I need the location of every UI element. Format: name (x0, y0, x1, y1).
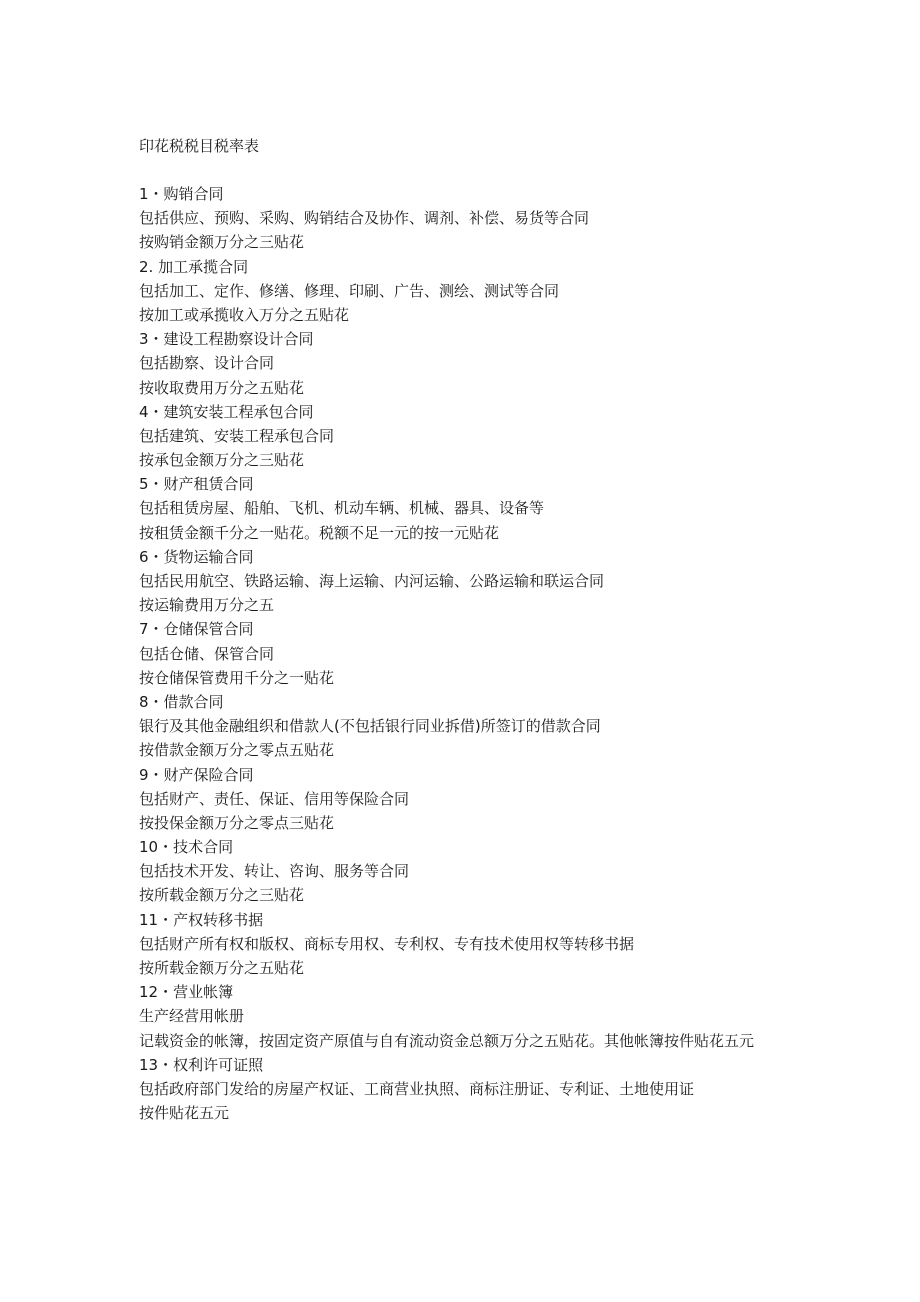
tax-item-rate: 按所载金额万分之三贴花 (139, 886, 305, 905)
tax-item (139, 617, 859, 690)
tax-item-heading: 9・财产保险合同 (139, 765, 254, 784)
tax-item (139, 763, 859, 836)
tax-item-heading: 5・财产租赁合同 (139, 475, 254, 494)
tax-item-heading: 4・建筑安装工程承包合同 (139, 402, 314, 421)
tax-item (139, 182, 859, 255)
tax-item-list (139, 182, 859, 1125)
tax-item-rate: 按仓储保管费用千分之一贴花 (139, 668, 335, 687)
tax-item-heading: 10・技术合同 (139, 838, 234, 857)
tax-item-heading: 8・借款合同 (139, 692, 224, 711)
tax-item-scope: 包括民用航空、铁路运输、海上运输、内河运输、公路运输和联运合同 (139, 572, 605, 590)
tax-item-heading: 1・购销合同 (139, 185, 224, 203)
tax-item (139, 400, 859, 473)
tax-item (139, 327, 859, 400)
tax-item-rate: 记载资金的帐簿，按固定资产原值与自有流动资金总额万分之五贴花。其他帐簿按件贴花五元 (139, 1031, 755, 1050)
tax-item-scope: 包括加工、定作、修缮、修理、印刷、广告、测绘、测试等合同 (139, 281, 560, 300)
tax-item-heading: 6・货物运输合同 (139, 547, 254, 566)
tax-item (139, 690, 859, 763)
tax-item-rate: 按收取费用万分之五贴花 (139, 378, 305, 397)
tax-item-heading: 7・仓储保管合同 (139, 620, 254, 639)
tax-item (139, 255, 859, 328)
tax-item-scope: 包括技术开发、转让、咨询、服务等合同 (139, 862, 410, 881)
tax-item-rate: 按租赁金额千分之一贴花。税额不足一元的按一元贴花 (139, 523, 500, 542)
tax-item-rate: 按借款金额万分之零点五贴花 (139, 741, 335, 760)
tax-item (139, 908, 859, 981)
tax-item-scope: 包括政府部门发给的房屋产权证、工商营业执照、商标注册证、专利证、土地使用证 (139, 1079, 695, 1098)
tax-item-scope: 银行及其他金融组织和借款人(不包括银行同业拆借)所签订的借款合同 (139, 717, 601, 736)
tax-item-rate: 按投保金额万分之零点三贴花 (139, 813, 335, 832)
document-title: 印花税税目税率表 (139, 137, 260, 155)
tax-item-scope: 包括财产、责任、保证、信用等保险合同 (139, 789, 410, 808)
tax-item-rate: 按件贴花五元 (139, 1104, 230, 1123)
tax-item-rate: 按加工或承揽收入万分之五贴花 (139, 305, 350, 324)
tax-item-scope: 包括建筑、安装工程承包合同 (139, 426, 335, 445)
tax-item-scope: 包括财产所有权和版权、商标专用权、专利权、专有技术使用权等转移书据 (139, 934, 635, 953)
tax-item-heading: 3・建设工程勘察设计合同 (139, 330, 314, 349)
tax-item-heading: 13・权利许可证照 (139, 1055, 264, 1074)
tax-item-scope: 包括仓储、保管合同 (139, 644, 275, 663)
tax-item (139, 1053, 859, 1126)
tax-item (139, 472, 859, 545)
tax-item-rate: 按运输费用万分之五 (139, 596, 275, 615)
tax-item-rate: 按所载金额万分之五贴花 (139, 959, 305, 977)
tax-item (139, 835, 859, 908)
tax-item-heading: 11・产权转移书据 (139, 910, 264, 929)
tax-item (139, 545, 859, 618)
tax-item-heading: 12・营业帐簿 (139, 983, 234, 1002)
tax-item-scope: 包括勘察、设计合同 (139, 354, 275, 373)
tax-item-scope: 生产经营用帐册 (139, 1007, 245, 1026)
tax-item-rate: 按承包金额万分之三贴花 (139, 451, 305, 470)
tax-item-rate: 按购销金额万分之三贴花 (139, 233, 305, 252)
tax-item-scope: 包括租赁房屋、船舶、飞机、机动车辆、机械、器具、设备等 (139, 499, 545, 518)
document-body (139, 134, 859, 1125)
tax-item-scope: 包括供应、预购、采购、购销结合及协作、调剂、补偿、易货等合同 (139, 209, 590, 228)
tax-item-heading: 2. 加工承揽合同 (139, 257, 249, 276)
tax-item (139, 980, 859, 1053)
